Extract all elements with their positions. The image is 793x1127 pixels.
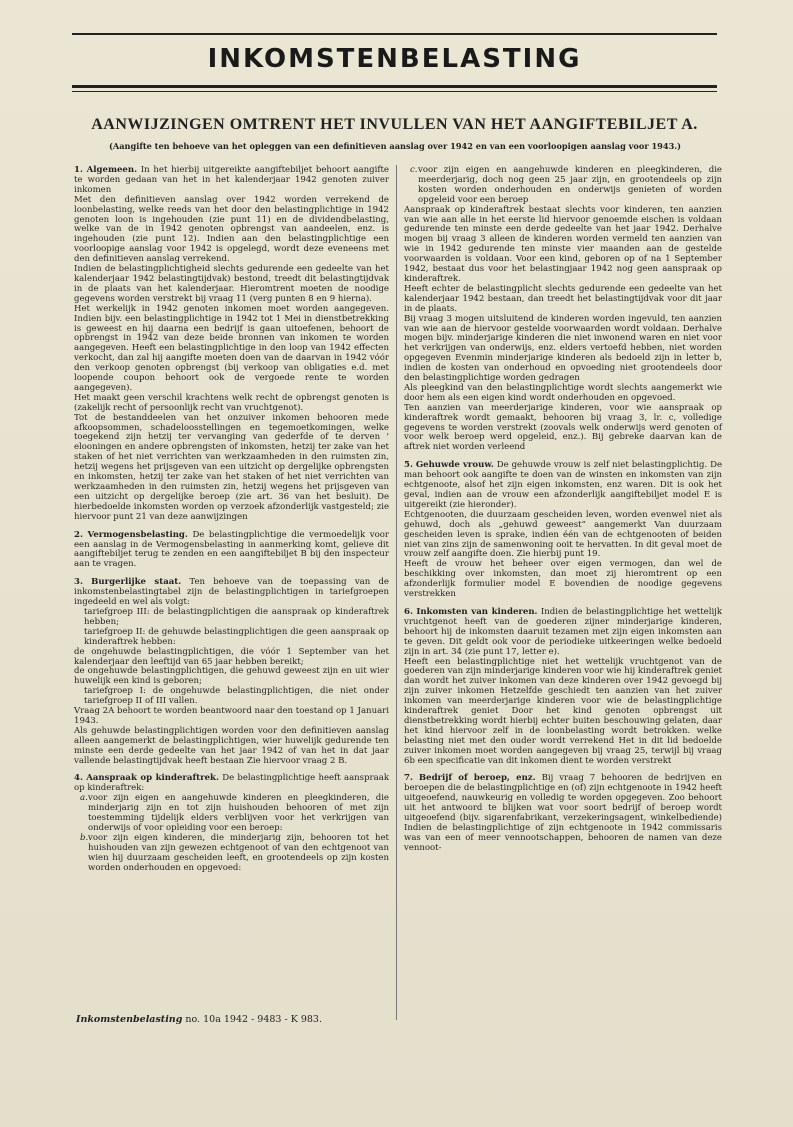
section-heading: Aanspraak op kinderaftrek. bbox=[86, 773, 219, 784]
section-number: 4. bbox=[74, 773, 83, 784]
section-4-intro bbox=[74, 774, 389, 794]
paragraph: Aanspraak op kinderaftrek bestaat slechts voor kinderen, ten aanzien van wie aan alle in het eerste lid hiervoor genoemde eischen is voldaan gedurende ten minste een derde gedeelte van het jaar 1942. Derhalve mogen bij vraag 3 alleen de kinderen worden vermeld ten aanzien van wie in 1942 gedurende ten minste vier maanden aan de gestelde voorwaarden is voldaan. Voor een kind, geboren op of na 1 September 1942, bestaat dus voor het belastingjaar 1942 nog geen aanspraak op kinderaftrek. bbox=[404, 204, 722, 284]
item-text: voor zijn eigen kinderen, die minderjarig zijn, behooren tot het huishouden van zijn gewezen echtgenoot of van den echtgenoot van wien hij duurzaam gescheiden leeft, en grootendeels op zijn kosten worden onderhouden en opgevoed: bbox=[88, 832, 389, 873]
item-text: voor zijn eigen en aangehuwde kinderen en pleegkinderen, die meerderjarig, doch nog geen 25 jaar zijn, en grootendeels op zijn kosten worden onderhouden en onderwijs genieten of worden opgeleid voor een beroep bbox=[418, 165, 722, 205]
section-3-intro bbox=[74, 578, 389, 608]
title-rule-thick bbox=[72, 85, 717, 88]
paragraph: Als pleegkind van den belastingplichtige wordt slechts aangemerkt wie door hem als een eigen kind wordt onderhouden en opgevoed. bbox=[404, 382, 722, 403]
paragraph: Bij vraag 3 mogen uitsluitend de kinderen worden ingevuld, ten aanzien van wie aan de hiervoor gestelde voorwaarden wordt voldaan. Derhalve mogen bijv. minderjarige kinderen die niet inwonend waren en niet voor het verkrijgen van onderwijs, enz. elders vertoefd hebben, niet worden opgegeven Evenmin minderjarige kinderen als bedoeld zijn in letter b, indien de kosten van onderhoud en opvoeding niet grootendeels door den belastingplichtige worden gedragen bbox=[404, 313, 722, 384]
paragraph: De belastingplichtige die vermoedelijk voor een aanslag in de Vermogensbelasting in aanmerking komt, gelieve dit aangiftebiljet terug te zenden en een aangiftebiljet B bij den inspecteur aan te vragen. bbox=[74, 529, 390, 570]
paragraph: Heeft een belastingplichtige niet het wettelijk vruchtgenot van de goederen van zijn minderjarige kinderen voor wie hij kinderaftrek geniet dan wordt het zuiver inkomen van deze kinderen over 1942 gevoegd bij zijn zuiver inkomen Hetzelfde geschiedt ten aanzien van het zuiver inkomen van meerderjarige kinderen voor wie de belastingplichtige kinderaftrek geniet Door het kind genoten opbrengst uit dienstbetrekking wordt hierbij echter buiten beschouwing gelaten, daar het kind hiervoor zelf in de loonbelasting wordt betrokken. welke belasting niet met den ouder wordt verrekend Het in dit lid bedoelde zuiver inkomen moet worden aangegeven bij vraag 25, terwijl bij vraag 6b een specificatie van dit inkomen dient te worden verstrekt bbox=[404, 656, 722, 766]
section-kinderaftrek-continued bbox=[404, 166, 722, 453]
tariff-group-1: tariefgroep I: de ongehuwde belastingplichtigen, die niet onder tariefgroep II of III vallen. bbox=[84, 686, 389, 707]
section-6-intro bbox=[404, 608, 722, 658]
page-subtitle: AANWIJZINGEN OMTRENT HET INVULLEN VAN HET AANGIFTEBILJET A. bbox=[91, 116, 698, 133]
section-2-text bbox=[74, 531, 389, 571]
list-item bbox=[74, 794, 389, 834]
paragraph: Indien de belastingplichtigheid slechts gedurende een gedeelte van het kalenderjaar 1942 belastingtijdvak) bestond, treedt dit belastingtijdvak in de plaats van het kalenderjaar. Hieromtrent moeten de noodige gegevens worden verstrekt bij vraag 11 (verg punten 8 en 9 hierna). bbox=[74, 264, 389, 304]
paragraph: De belastingplichtige heeft aanspraak op kinderaftrek: bbox=[74, 773, 389, 794]
tariff-group-2: tariefgroep II: de gehuwde belastingplichtigen die geen aanspraak op kinderaftrek hebben: bbox=[84, 626, 389, 647]
item-letter: b. bbox=[80, 832, 89, 843]
list-item bbox=[404, 166, 722, 206]
section-7-intro bbox=[404, 774, 722, 853]
paragraph: Tot de bestanddeelen van het onzuiver inkomen behooren mede afkoopsommen, schadeloosstellingen en tegemoetkomingen, welke toegekend zijn hetzij ter vervanging van gederfde of te derven ' elooningen en andere opbrengsten of inkomsten, hetzij ter zake van het staken of het niet verrichten van werkzaamheden in den ruimsten zin, hetzij wegens het prijsgeven van een uitzicht op dergelijke opbrengsten en inkomsten, hetzij ter zake van het staken of het niet verrichten van werkzaamheden in den ruimsten zin, hetzij wegens het prijsgeven van een uitzicht op dergelijke beroep (zie art. 36 van het besluit). De hierbedoelde inkomsten worden op verzoek afzonderlijk vastgesteld; zie hiervoor punt 21 van deze aanwijzingen bbox=[74, 412, 389, 522]
section-number: 2. bbox=[74, 529, 83, 540]
section-heading: Vermogensbelasting. bbox=[87, 529, 188, 540]
paragraph: Ten aanzien van meerderjarige kinderen, voor wie aanspraak op kinderaftrek wordt gemaakt, behooren bij vraag 3, lr. c, volledige gegevens te worden verstrekt (zoovals welk onderwijs werd genoten of voor welk beroep werd opgeleid, enz.). Bij gebreke daarvan kan de aftrek niet worden verleend bbox=[404, 402, 722, 453]
section-gehuwde-vrouw bbox=[404, 461, 722, 600]
paragraph: Echtgenooten, die duurzaam gescheiden leven, worden evenwel niet als gehuwd, doch als „gehuwd geweest” aangemerkt Van duurzaam gescheiden leven is sprake, indien één van de echtgenooten of beiden niet van zins zijn de samenwoning ooit te hervatten. In dit geval moet de vrouw zelf aangifte doen. Zie hierbij punt 19. bbox=[404, 509, 722, 560]
section-algemeen bbox=[74, 166, 389, 523]
paragraph: Bij vraag 7 behooren de bedrijven en beroepen die de belastingplichtige en (of) zijn echtgenoote in 1942 heeft uitgeoefend, nauwkeurig en volledig te worden opgegeven. Zoo behoort uit het antwoord te blijken wat voor soort bedrijf of beroep wordt uitgeoefend (bijv. sigarenfabrikant, verzekeringsagent, winkelbediende) Indien de belastingplichtige of zijn echtgenoote in 1942 commissaris was van een of meer vennootschappen, behooren de namen van deze vennoot- bbox=[404, 773, 722, 853]
paragraph: Heeft echter de belastingplicht slechts gedurende een gedeelte van het kalenderjaar 1942 bestaan, dan treedt het belastingtijdvak voor dit jaar in de plaats. bbox=[404, 283, 722, 314]
section-heading: Algemeen. bbox=[86, 165, 138, 175]
paragraph: In het hierbij uitgereikte aangiftebiljet behoort aangifte te worden gedaan van het in het kalenderjaar 1942 genoten zuiver inkomen bbox=[74, 165, 389, 195]
section-kinderaftrek bbox=[74, 774, 389, 873]
item-letter: a. bbox=[80, 793, 88, 804]
section-number: 3. bbox=[74, 577, 83, 588]
item-text: voor zijn eigen en aangehuwde kinderen en pleegkinderen, die minderjarig zijn en tot zijn huishouden behooren of met zijn toestemming tijdelijk elders verblijven voor het verkrijgen van onderwijs of voor opleiding voor een beroep: bbox=[88, 793, 389, 833]
section-1-intro bbox=[74, 166, 389, 196]
paragraph: Indien de belastingplichtige het wettelijk vruchtgenot heeft van de goederen zijner minderjarige kinderen, behoort hij de inkomsten daaruit tezamen met zijn eigen inkomsten aan te geven. Dit geldt ook voor de periodieke uitkeeringen welke bedoeld zijn in art. 34 (zie punt 17, letter e). bbox=[404, 606, 723, 657]
left-column bbox=[74, 166, 389, 882]
form-number: no. 10a 1942 - 9483 - K 983. bbox=[185, 1014, 322, 1025]
section-bedrijf-beroep bbox=[404, 774, 722, 853]
paragraph: De gehuwde vrouw is zelf niet belastingplichtig. De man behoort ook aangifte te doen van de winsten en inkomsten van zijn echtgenoote, alsof het zijn eigen inkomsten, enz waren. Dit is ook het geval, indien aan de vrouw een afzonderlijk aangiftebiljet model E is uitgereikt (zie hieronder). bbox=[404, 460, 723, 510]
section-heading: Bedrijf of beroep, enz. bbox=[418, 773, 536, 784]
right-column bbox=[404, 166, 722, 862]
tariff-group-2-b: de ongehuwde belastingplichtigen, die vóór 1 September van het kalenderjaar den leeftijd van 65 jaar hebben bereikt; bbox=[74, 646, 389, 667]
paragraph: Het werkelijk in 1942 genoten inkomen moet worden aangegeven. Indien bijv. een belastingplichtige in 1942 tot 1 Mei in dienstbetrekking is geweest en hij daarna een bedrijf is gaan uitoefenen, behoort de opbrengst in 1942 van deze beide bronnen van inkomen te worden aangegeven. Heeft een belastingplichtige in den loop van 1942 effecten verkocht, dan zal hij aangifte moeten doen van de daarvan in 1942 vóór den verkoop genoten opbrengst (bij verkoop van obligaties e.d. met loopende coupon behoort ook de vergoede rente te worden aangegeven). bbox=[74, 303, 389, 393]
header-note: (Aangifte ten behoeve van het opleggen van een definitieven aanslag over 1942 en van een voorloopigen aanslag voor 1943.) bbox=[109, 141, 681, 151]
section-5-intro bbox=[404, 461, 722, 511]
tariff-group-3: tariefgroep III: de belastingplichtigen die aanspraak op kinderaftrek hebben; bbox=[84, 606, 389, 627]
section-heading: Gehuwde vrouw. bbox=[415, 460, 494, 471]
paragraph: Vraag 2A behoort te worden beantwoord naar den toestand op 1 Januari 1943. bbox=[74, 706, 389, 726]
list-item bbox=[74, 834, 389, 874]
paragraph: Met den definitieven aanslag over 1942 worden verrekend de loonbelasting, welke reeds van het door den belastingplichtige in 1942 genoten loon is ingehouden (zie punt 11) en de dividendbelasting, welke van de in 1942 genoten opbrengst van aandeelen, enz. is ingehouden (zie punt 12). Indien aan den belastingplichtige een voorloopige aanslag voor 1942 is opgelegd, wordt deze eveneens met den definitieven aanslag verrekend. bbox=[74, 194, 389, 265]
section-heading: Inkomsten van kinderen. bbox=[416, 606, 538, 617]
section-number: 5. bbox=[404, 460, 413, 471]
section-number: 1. bbox=[74, 165, 83, 175]
paragraph: Als gehuwde belastingplichtigen worden voor den definitieven aanslag alleen aangemerkt de belastingplichtigen, wier huwelijk gedurende ten minste een derde gedeelte van het jaar 1942 of van het in dat jaar vallende belastingtijdvak heeft bestaan Zie hiervoor vraag 2 B. bbox=[74, 725, 389, 766]
section-heading: Burgerlijke staat. bbox=[91, 577, 182, 588]
tariff-group-2-c: de ongehuwde belastingplichtigen, die gehuwd geweest zijn en uit wier huwelijk een kind is geboren; bbox=[74, 666, 389, 687]
section-number: 6. bbox=[404, 606, 413, 617]
paragraph: Het maakt geen verschil krachtens welk recht de opbrengst genoten is (zakelijk recht of persoonlijk recht van vruchtgenot). bbox=[74, 392, 389, 413]
column-divider bbox=[396, 165, 397, 1020]
section-inkomsten-kinderen bbox=[404, 608, 722, 767]
paragraph: Ten behoeve van de toepassing van de inkomstenbelastingtabel zijn de belastingplichtigen in tariefgroepen ingedeeld en wel als volgt: bbox=[74, 577, 389, 608]
form-name: Inkomstenbelasting bbox=[76, 1014, 183, 1025]
section-number: 7. bbox=[404, 773, 413, 784]
item-letter: c. bbox=[410, 165, 418, 175]
section-burgerlijke-staat bbox=[74, 578, 389, 766]
form-footer bbox=[76, 1014, 322, 1025]
section-vermogensbelasting bbox=[74, 531, 389, 571]
title-rule-thin bbox=[72, 91, 717, 92]
page-title: INKOMSTENBELASTING bbox=[207, 44, 582, 74]
top-rule bbox=[72, 33, 717, 35]
paragraph: Heeft de vrouw het beheer over eigen vermogen, dan wel de beschikking over inkomsten, dan moet zij hieromtrent op een afzonderlijk formulier model E bovendien de noodige gegevens verstrekken bbox=[404, 559, 722, 600]
